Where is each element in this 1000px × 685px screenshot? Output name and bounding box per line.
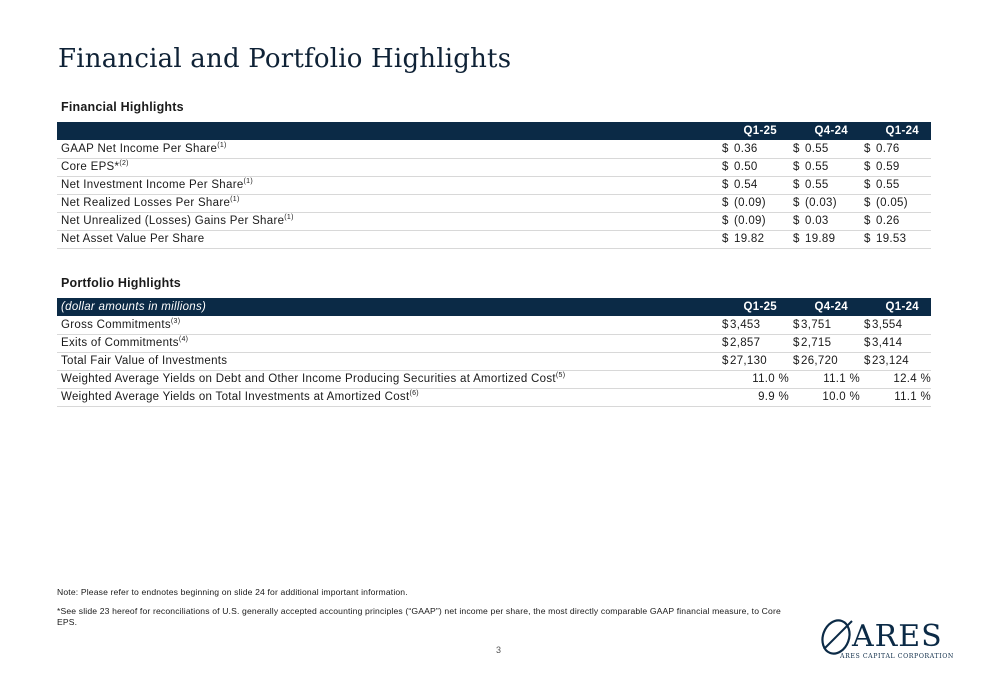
- value-cell: [718, 194, 789, 212]
- value: 27,130: [730, 355, 767, 367]
- value: 0.55: [805, 161, 829, 173]
- currency-symbol: $: [793, 179, 800, 191]
- currency-symbol: $: [793, 197, 800, 209]
- value: 0.36: [734, 142, 758, 155]
- value: (0.05): [876, 197, 908, 209]
- financial-highlights-title: Financial Highlights: [61, 100, 184, 114]
- column-header: Q1-24: [885, 125, 919, 137]
- table-row: [57, 388, 931, 406]
- table-row: [57, 352, 931, 370]
- value: (0.03): [805, 197, 837, 209]
- currency-symbol: $: [864, 337, 871, 349]
- value: 0.54: [734, 179, 758, 191]
- logo-subtitle: ARES CAPITAL CORPORATION: [840, 653, 954, 660]
- currency-symbol: $: [864, 161, 871, 173]
- value: 0.76: [876, 142, 900, 155]
- value: 3,414: [872, 337, 903, 349]
- table-row: [57, 230, 931, 248]
- row-label-text: Gross Commitments: [61, 318, 171, 331]
- value-cell: [789, 230, 860, 248]
- value: 11.1 %: [894, 391, 931, 403]
- currency-symbol: $: [722, 337, 729, 349]
- portfolio-highlights-title: Portfolio Highlights: [61, 276, 181, 290]
- value-cell: [860, 194, 931, 212]
- row-label: [57, 176, 718, 194]
- value-cell: [718, 212, 789, 230]
- value-cell: [718, 352, 789, 370]
- currency-symbol: $: [722, 215, 729, 227]
- footnote-ref: (2): [119, 160, 129, 168]
- row-label: [57, 158, 718, 176]
- value-cell: [718, 140, 789, 158]
- row-label: [57, 140, 718, 158]
- value: (0.09): [734, 215, 766, 227]
- currency-symbol: $: [793, 337, 800, 349]
- row-label: [57, 388, 718, 406]
- value-cell: [718, 370, 789, 388]
- financial-highlights-table: [57, 122, 931, 249]
- row-label: [57, 316, 718, 334]
- row-label: [57, 352, 718, 370]
- row-label: [57, 370, 718, 388]
- value-cell: [860, 140, 931, 158]
- value-cell: [718, 316, 789, 334]
- currency-symbol: $: [722, 179, 729, 191]
- value-cell: [860, 352, 931, 370]
- value-cell: [860, 212, 931, 230]
- value: 11.1 %: [823, 373, 860, 385]
- value-cell: [789, 140, 860, 158]
- value-cell: [860, 230, 931, 248]
- value: 19.53: [876, 233, 907, 245]
- footnote-ref: (1): [284, 214, 294, 222]
- table-row: [57, 140, 931, 158]
- table-row: [57, 158, 931, 176]
- table-row: [57, 176, 931, 194]
- value: 2,857: [730, 337, 761, 349]
- value: 0.55: [876, 179, 900, 191]
- row-label: [57, 212, 718, 230]
- value-cell: [718, 230, 789, 248]
- value-cell: [789, 334, 860, 352]
- currency-symbol: $: [722, 197, 729, 209]
- page-number: 3: [496, 645, 502, 655]
- currency-symbol: $: [722, 355, 729, 367]
- currency-symbol: $: [793, 142, 800, 155]
- currency-symbol: $: [864, 355, 871, 367]
- value: 19.89: [805, 233, 836, 245]
- footnote-ref: (3): [170, 317, 181, 325]
- value: 19.82: [734, 233, 765, 245]
- table-header-row: [57, 298, 931, 316]
- value: 3,751: [801, 318, 832, 331]
- table-row: [57, 334, 931, 352]
- column-header: Q1-25: [743, 125, 777, 137]
- value-cell: [860, 334, 931, 352]
- value-cell: [789, 388, 860, 406]
- currency-symbol: $: [793, 161, 800, 173]
- row-label-text: Core EPS*: [61, 161, 120, 173]
- value: 10.0 %: [822, 391, 860, 403]
- row-label-text: GAAP Net Income Per Share: [61, 142, 218, 155]
- row-label-text: Weighted Average Yields on Debt and Other Income Producing Securities at Amortized Cost: [61, 373, 556, 385]
- currency-symbol: $: [793, 318, 800, 331]
- footnote-ref: (6): [409, 390, 419, 398]
- currency-symbol: $: [793, 355, 800, 367]
- value: 0.26: [876, 215, 900, 227]
- row-label-text: Net Realized Losses Per Share: [61, 197, 231, 209]
- value: 0.59: [876, 161, 900, 173]
- currency-symbol: $: [864, 233, 871, 245]
- footnote-ref: (1): [243, 178, 253, 186]
- footnote-ref: (5): [555, 372, 566, 380]
- currency-symbol: $: [864, 179, 871, 191]
- value: 3,554: [872, 318, 903, 331]
- value: 0.55: [805, 142, 829, 155]
- currency-symbol: $: [864, 215, 871, 227]
- table-row: [57, 212, 931, 230]
- logo-wordmark: ARES: [852, 619, 943, 654]
- table-row: [57, 316, 931, 334]
- value: 23,124: [872, 355, 909, 367]
- value: 0.55: [805, 179, 829, 191]
- endnotes-note: Note: Please refer to endnotes beginning on slide 24 for additional important information.: [57, 587, 408, 597]
- column-header: Q1-25: [743, 301, 777, 313]
- value: 26,720: [801, 355, 838, 367]
- row-label: [57, 334, 718, 352]
- value: 3,453: [730, 318, 761, 331]
- value-cell: [789, 352, 860, 370]
- value-cell: [789, 370, 860, 388]
- row-label-text: Exits of Commitments: [61, 337, 179, 349]
- value: (0.09): [734, 197, 766, 209]
- table-row: [57, 194, 931, 212]
- footnote-ref: (1): [230, 196, 240, 204]
- value-cell: [860, 158, 931, 176]
- footnote-ref: (4): [178, 336, 189, 344]
- column-header: Q4-24: [814, 301, 848, 313]
- currency-symbol: $: [722, 318, 729, 331]
- row-label-text: Net Asset Value Per Share: [61, 233, 205, 245]
- table-header-row: [57, 122, 931, 140]
- currency-symbol: $: [864, 197, 871, 209]
- value: 2,715: [801, 337, 832, 349]
- currency-symbol: $: [864, 318, 871, 331]
- row-label: [57, 194, 718, 212]
- header-label: (dollar amounts in millions): [61, 301, 207, 313]
- currency-symbol: $: [793, 215, 800, 227]
- value-cell: [718, 334, 789, 352]
- ares-logo: [818, 615, 958, 665]
- column-header: Q4-24: [814, 125, 848, 137]
- value-cell: [789, 212, 860, 230]
- currency-symbol: $: [864, 142, 871, 155]
- value-cell: [789, 316, 860, 334]
- portfolio-highlights-table: [57, 298, 931, 407]
- value-cell: [718, 158, 789, 176]
- page-title: Financial and Portfolio Highlights: [58, 44, 512, 74]
- value-cell: [789, 158, 860, 176]
- header-label: [57, 122, 718, 140]
- core-eps-footnote: *See slide 23 hereof for reconciliations of U.S. generally accepted accounting principles (“GAAP”) net income per share, the most directly comparable GAAP financial measure, to Core EPS.: [57, 606, 781, 627]
- row-label: [57, 230, 718, 248]
- currency-symbol: $: [722, 142, 729, 155]
- row-label-text: Net Investment Income Per Share: [61, 179, 244, 191]
- value-cell: [860, 370, 931, 388]
- row-label-text: Weighted Average Yields on Total Investments at Amortized Cost: [61, 391, 410, 403]
- column-header: Q1-24: [885, 301, 919, 313]
- value: 0.03: [805, 215, 829, 227]
- value-cell: [860, 176, 931, 194]
- value: 12.4 %: [893, 373, 931, 385]
- value-cell: [718, 176, 789, 194]
- currency-symbol: $: [793, 233, 800, 245]
- row-label-text: Net Unrealized (Losses) Gains Per Share: [61, 215, 285, 227]
- value: 11.0 %: [752, 373, 789, 385]
- value-cell: [789, 176, 860, 194]
- value-cell: [860, 316, 931, 334]
- value-cell: [860, 388, 931, 406]
- footnote-ref: (1): [217, 141, 227, 149]
- row-label-text: Total Fair Value of Investments: [61, 355, 228, 367]
- value-cell: [789, 194, 860, 212]
- currency-symbol: $: [722, 233, 729, 245]
- currency-symbol: $: [722, 161, 729, 173]
- value: 9.9 %: [758, 391, 789, 403]
- value: 0.50: [734, 161, 758, 173]
- value-cell: [718, 388, 789, 406]
- table-row: [57, 370, 931, 388]
